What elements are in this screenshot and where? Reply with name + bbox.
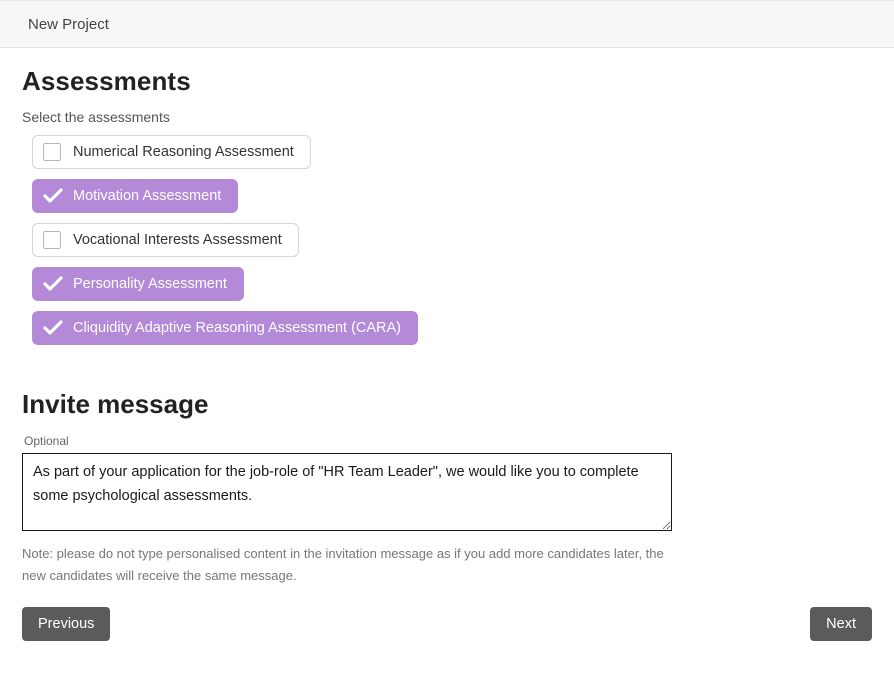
- assessments-heading: Assessments: [22, 66, 191, 96]
- optional-label: Optional: [24, 434, 69, 448]
- assessment-option-personality[interactable]: [32, 267, 244, 301]
- assessment-label: Numerical Reasoning Assessment: [73, 144, 294, 160]
- assessment-row: [32, 311, 872, 355]
- assessments-subtitle: Select the assessments: [22, 109, 170, 125]
- assessment-label: Motivation Assessment: [73, 188, 222, 204]
- check-icon: [43, 187, 63, 205]
- assessment-label: Vocational Interests Assessment: [73, 232, 282, 248]
- assessments-list: [32, 135, 872, 355]
- assessment-label: Personality Assessment: [73, 276, 227, 292]
- previous-button[interactable]: Previous: [22, 607, 110, 641]
- assessment-row: [32, 267, 872, 311]
- invite-message-note: Note: please do not type personalised content in the invitation message as if you add more candidates later, the new candidates will receive the same message.: [22, 546, 664, 584]
- checkbox-unchecked-icon[interactable]: [43, 143, 61, 161]
- check-icon: [43, 319, 63, 337]
- assessment-option-vocational-interests[interactable]: [32, 223, 299, 257]
- assessment-row: [32, 223, 872, 267]
- checkbox-unchecked-icon[interactable]: [43, 231, 61, 249]
- top-bar: [0, 0, 894, 48]
- check-icon: [43, 275, 63, 293]
- main-content: [0, 66, 894, 641]
- invite-message-input[interactable]: [22, 453, 672, 531]
- assessment-option-motivation[interactable]: [32, 179, 238, 213]
- assessment-label: Cliquidity Adaptive Reasoning Assessment (CARA): [73, 320, 402, 336]
- assessment-row: [32, 135, 872, 179]
- footer-buttons: [22, 607, 872, 641]
- invite-message-heading: Invite message: [22, 389, 209, 419]
- assessment-row: [32, 179, 872, 223]
- next-button[interactable]: Next: [810, 607, 872, 641]
- assessment-option-numerical-reasoning[interactable]: [32, 135, 311, 169]
- assessment-option-cara[interactable]: [32, 311, 418, 345]
- page-title: New Project: [28, 15, 109, 33]
